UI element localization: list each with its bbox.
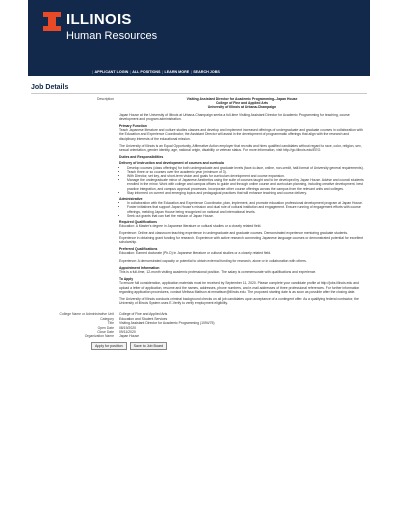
preferred-education: Education: Earned doctorate (Ph.D) in Japanese literature or cultural studies or a closely related field.: [119, 251, 272, 256]
list-item: • Teach three or so courses over the academic year (minimum of 3).: [127, 170, 365, 174]
nav-all-positions[interactable]: ALL POSITIONS: [132, 70, 161, 74]
job-meta-table: [31, 312, 367, 338]
meta-key: Close Date: [97, 329, 114, 334]
block-i-logo-icon[interactable]: [43, 12, 61, 31]
delivery-heading: Delivery of instruction and development of courses and curricula: [119, 161, 224, 166]
job-intro: Japan House at the University of Illinois at Urbana-Champaign seeks a full-time Visiting Assistant Director for Academic Programming for teaching, course development and program administration.: [119, 112, 350, 121]
list-item: • Develop courses (class offerings) for both undergraduate and graduate levels (face-to-face, online, non-credit, half-format of University general requirements).: [127, 166, 365, 170]
description-section: [31, 97, 367, 308]
list-item: • Foster initiatives that support Japan House's mission and dual role of cultural institution and engagement. Ensure running of engagement efforts with course offerings, melding Japan House being recognized on national and international levels.: [127, 205, 365, 213]
job-university: University of Illinois at Urbana-Champaign: [207, 105, 277, 110]
job-headline: Visiting Assistant Director for Academic Programming--Japan House: [186, 97, 298, 101]
brand-name[interactable]: ILLINOIS: [66, 11, 132, 28]
appointment-heading: Appointment Information: [119, 265, 160, 270]
list-item: • In collaboration with the Education and Experience Coordinator, plan, implement, and promote education professional development program at Japan House.: [127, 201, 365, 205]
preferred-experience: Experience: A demonstrated capacity or potential to obtain external funding for research, alone or in collaboration with others.: [119, 258, 307, 263]
apply-heading: To Apply: [119, 277, 134, 282]
save-job-button[interactable]: Save to Job Board: [130, 342, 168, 350]
list-item: • Seek out grants that can fuel the mission of Japan House.: [127, 214, 365, 218]
meta-value: Visiting Assistant Director for Academic Programming (1094/75): [119, 321, 215, 326]
admin-heading: Administrative: [119, 197, 143, 202]
page: [28, 0, 370, 350]
required-qualifications-heading: Required Qualifications: [119, 220, 158, 225]
appointment-text: This is a full-time, 12-month visiting academic professional position. The salary is commensurate with qualifications and experience.: [119, 269, 317, 274]
primary-function-heading: Primary Function: [119, 124, 147, 129]
nav-search-jobs[interactable]: SEARCH JOBS: [193, 70, 220, 74]
required-education: Education: A Master's degree in Japanese literature or cultural studies or a closely related field.: [119, 224, 262, 229]
meta-key: Category: [100, 316, 114, 321]
meta-value: 09/11/2020: [119, 329, 136, 334]
list-item: • With Director, set key, and short-term vision and goals for curriculum development and course expansion.: [127, 174, 365, 178]
top-nav: | APPLICANT LOGIN | ALL POSITIONS | LEARN MORE | SEARCH JOBS: [28, 67, 370, 76]
delivery-list: [119, 166, 365, 195]
apply-text: To ensure full consideration, application materials must be received by September 11, 2020. Please complete your candidate profile at http://jobs.illinois.edu and upload a letter of application, resume and the names, addresses, phone numbers, and e-mail addresses of three professional references. For further information regarding application procedures, contact Melissa Mattson at mmattson@illinois.edu. The proposed starting date is as soon as possible after the closing date.: [119, 281, 360, 294]
meta-value: College of Fine and Applied Arts: [119, 312, 168, 317]
primary-function-text: Teach Japanese literature and culture studies classes and develop and implement increased offerings of undergraduate and graduate courses in collaboration with the Education and Experience Coordinator; the Assistant Director will assist in the development of programmatic offerings that align with the research and disciplinary interests of the educational mission.: [119, 128, 363, 141]
meta-key: Title: [107, 321, 114, 326]
duties-heading: Duties and Responsibilities: [119, 155, 164, 160]
table-row: [31, 334, 367, 338]
eeo-statement: The University of Illinois is an Equal Opportunity, Affirmative Action employer that recruits and hires qualified candidates without regard to race, color, religion, sex, sexual orientation, gender identity, age, national origin, disability or veteran status. For more information, visit http://go.illinois.edu/EEO.: [119, 143, 362, 153]
brand-subtitle[interactable]: Human Resources: [66, 30, 158, 42]
admin-list: [119, 201, 365, 218]
nav-learn-more[interactable]: LEARN MORE: [164, 70, 190, 74]
meta-value: Japan House: [119, 334, 139, 339]
header-banner: [28, 0, 370, 69]
preferred-qualifications-heading: Preferred Qualifications: [119, 247, 158, 252]
main-content: [28, 76, 370, 350]
meta-value: Education and Student Services: [119, 316, 168, 321]
meta-key: Organization Name: [84, 334, 114, 339]
action-buttons: [91, 342, 367, 350]
apply-button[interactable]: Apply for position: [91, 342, 127, 350]
page-title: Job Details: [31, 84, 69, 91]
job-college: College of Fine and Applied Arts: [215, 101, 269, 106]
required-experience: Experience: Online and classroom teaching experience in undergraduate and graduate courses. Demonstrated experience mentoring graduate students. Experience in obtaining grant funding for research. Experience with active research connecting Japanese language courses or demonstrated potential for excellent scholarship.: [119, 231, 364, 244]
meta-key: Open Date: [97, 325, 114, 330]
list-item: • Manage the undergraduate minor of Japanese Aesthetics using the suite of courses taught and to be developed by Japan House. Advise and council students enrolled in the minor. Work with college and campus offices to guide and through online course and curriculum planning, including creative development, best practice integration, and campus approval processes. Incorporate other course offerings across the campus from the relevant units and colleges.: [127, 178, 365, 191]
description-label: Description: [97, 97, 114, 101]
meta-key: College Name or Administrative Unit: [59, 312, 114, 317]
background-check-text: The University of Illinois conducts criminal background checks on all job candidates upon acceptance of a contingent offer. As a qualifying federal contractor, the University of Illinois System uses E-Verify to verify employment eligibility.: [119, 296, 359, 306]
meta-value: 08/19/2020: [119, 325, 136, 330]
nav-applicant-login[interactable]: APPLICANT LOGIN: [94, 70, 129, 74]
list-item: • Stay informed on current and emerging topics and pedagogical practices that will enhance teaching and course delivery.: [127, 191, 365, 195]
divider: [31, 93, 367, 94]
job-description: [119, 97, 365, 308]
